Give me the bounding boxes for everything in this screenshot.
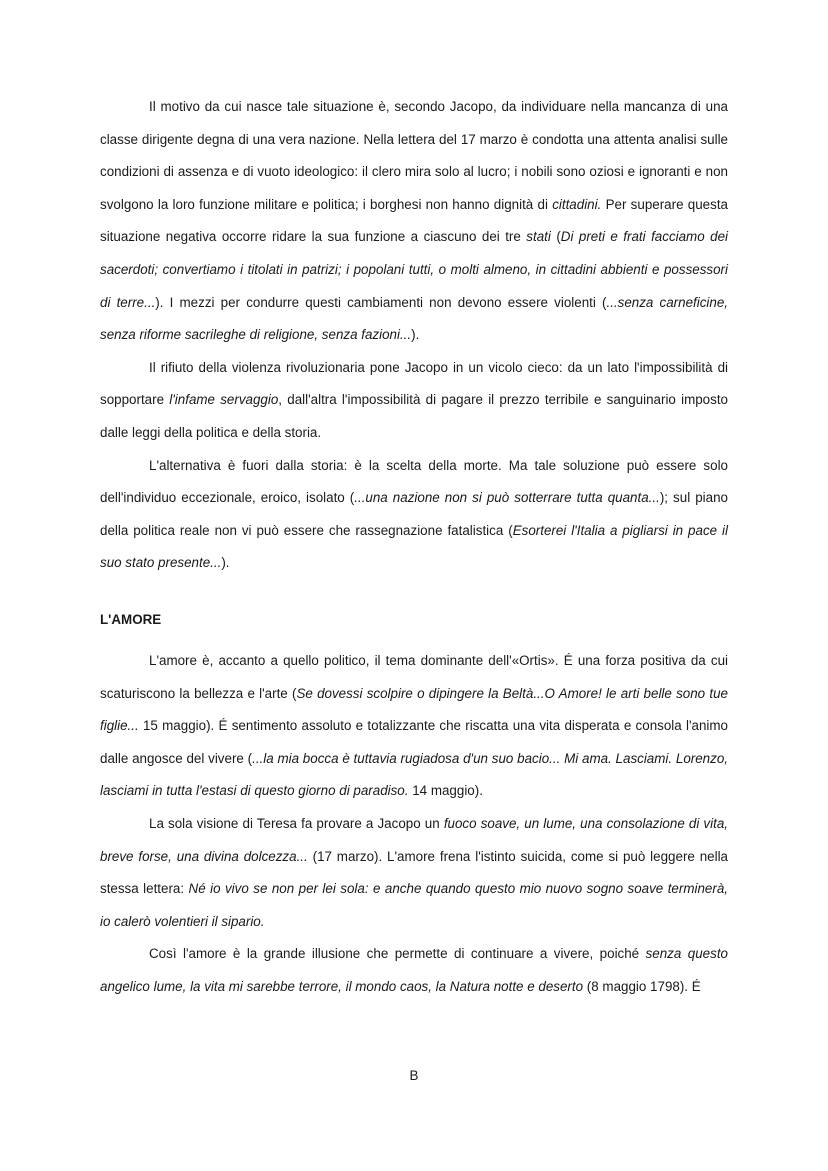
text-run: , dall'altra l'impossibilità di pagare il prezzo terribile e sanguinario imposto dalle leggi della politica e della storia. [100,392,728,440]
text-run: Il rifiuto della violenza rivoluzionaria pone Jacopo in un vicolo cieco: da un lato l'impossibilità di sopportare [100,359,728,408]
paragraph [100,938,728,1003]
italic-quote: Di preti e frati facciamo dei sacerdoti; convertiamo i titolati in patrizi; i popolani tutti, o molti almeno, in cittadini abbienti e possessori di terre... [100,229,728,310]
italic-quote: senza questo angelico lume, la vita mi sarebbe terrore, il mondo caos, la Natura notte e deserto [100,946,728,994]
text-run: Il motivo da cui nasce tale situazione è, secondo Jacopo, da individuare nella mancanza di una classe dirigente degna di una vera nazione. Nella lettera del 17 marzo è condotta una attenta analisi sulle condizioni di assenza e di vuoto ideologico: il clero mira solo al lucro; i nobili sono oziosi e ignoranti e non svolgono la loro funzione militare e politica; i borghesi non hanno dignità di [100,99,728,212]
italic-quote: stati [526,229,551,245]
paragraph [100,91,728,352]
paragraph [100,808,728,938]
paragraph [100,450,728,580]
italic-quote: fuoco soave, un lume, una consolazione di vita, breve forse, una divina dolcezza... [100,815,728,864]
italic-quote: ...senza carneficine, senza riforme sacrileghe di religione, senza fazioni... [100,294,729,343]
italic-quote: cittadini. [552,196,602,212]
text-run: ( [550,229,561,245]
italic-quote: l'infame servaggio [169,392,279,408]
section-love [100,645,728,1004]
text-run: ). [221,555,230,571]
text-run: 14 maggio). [408,783,483,799]
text-run: Così l'amore è la grande illusione che permette di continuare a vivere, poiché [149,946,646,962]
section-politics [100,91,728,580]
italic-quote: ...una nazione non si può sotterrare tutta quanta... [354,490,660,506]
section-heading: L'AMORE [100,612,162,627]
italic-quote: Né io vivo se non per lei sola: e anche quando questo mio nuovo sogno soave terminerà, io calerò volentieri il sipario. [100,881,728,929]
text-run: Per superare questa situazione negativa occorre ridare la sua funzione a ciascuno dei tre [100,196,728,245]
text-run: (17 marzo). L'amore frena l'istinto suicida, come si può leggere nella stessa lettera: [100,848,728,897]
text-run: (8 maggio 1798). É [583,978,701,994]
text-run: L'amore è, accanto a quello politico, il tema dominante dell'«Ortis». É una forza positiva da cui scaturiscono la bellezza e l'arte ( [100,653,728,701]
text-run: L'alternativa è fuori dalla storia: è la scelta della morte. Ma tale soluzione può essere solo dell'individuo eccezionale, eroico, isolato ( [100,457,728,506]
italic-quote: Esorterei l'Italia a pigliarsi in pace il suo stato presente... [100,522,728,571]
text-run: ). I mezzi per condurre questi cambiamenti non devono essere violenti ( [155,294,607,310]
text-run: 15 maggio). É sentimento assoluto e totalizzante che riscatta una vita disperata e consola l'animo dalle angosce del vivere ( [100,718,728,766]
page-number: B [409,1068,419,1083]
paragraph [100,352,728,450]
italic-quote: Se dovessi scolpire o dipingere la Beltà...O Amore! le arti belle sono tue figlie... [100,685,728,734]
text-run: ). [411,327,420,343]
italic-quote: ...la mia bocca è tuttavia rugiadosa d'un suo bacio... Mi ama. Lasciami. Lorenzo, lasciami in tutta l'estasi di questo giorno di paradiso. [100,750,728,799]
text-run: La sola visione di Teresa fa provare a Jacopo un [149,815,444,831]
text-run: ); sul piano della politica reale non vi può essere che rassegnazione fatalistica ( [100,490,728,538]
paragraph [100,645,728,808]
